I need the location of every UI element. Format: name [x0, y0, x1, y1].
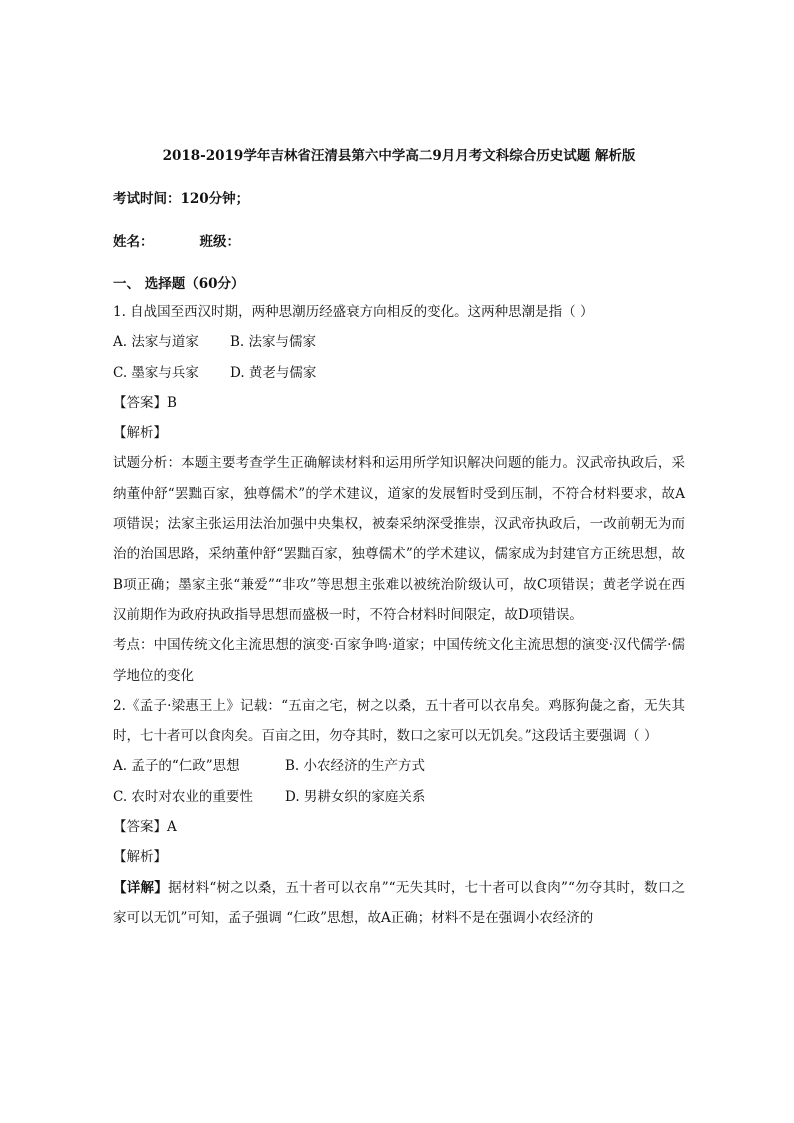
option-d: D. 男耕女织的家庭关系 — [285, 788, 426, 805]
options-row — [113, 327, 685, 357]
answer: 【答案】B — [113, 394, 177, 411]
option-c: C. 农时对农业的重要性 — [113, 788, 253, 805]
option-b: B. 小农经济的生产方式 — [285, 758, 426, 775]
analysis-label: 【解析】 — [113, 425, 167, 442]
options-row — [113, 358, 685, 388]
option-a: A. 法家与道家 — [113, 334, 199, 351]
option-a: A. 孟子的“仁政”思想 — [113, 758, 240, 775]
question-stem: 2.《孟子·梁惠王上》记载：“五亩之宅，树之以桑，五十者可以衣帛矣。鸡豚狗彘之畜，无失其时，七十者可以食肉矣。百亩之田，勿夺其时，数口之家可以无饥矣。”这段话主要强调（ ） — [113, 697, 685, 745]
analysis-text: 试题分析：本题主要考查学生正确解读材料和运用所学知识解决问题的能力。汉武帝执政后，采纳董仲舒“罢黜百家，独尊儒术”的学术建议，道家的发展暂时受到压制，不符合材料要求，故A项错误；法家主张运用法治加强中央集权，被秦采纳深受推崇，汉武帝执政后，一改前朝无为而治的治国思路，采纳董仲舒“罢黜百家，独尊儒术”的学术建议，儒家成为封建官方正统思想，故B项正确；墨家主张“兼爱”“非攻”等思想主张难以被统治阶级认可，故C项错误；黄老学说在西汉前期作为政府执政指导思想而盛极一时，不符合材料时间限定，故D项错误。 — [113, 455, 685, 623]
detail-paragraph — [113, 873, 685, 934]
detail-label: 【详解】 — [113, 879, 169, 896]
answer: 【答案】A — [113, 819, 177, 836]
name-label: 姓名： — [113, 234, 154, 250]
detail-text: 据材料“树之以桑，五十者可以衣帛”“无失其时，七十者可以食肉”“勿夺其时，数口之家可以无饥”可知，孟子强调 “仁政”思想，故A正确；材料不是在强调小农经济的 — [113, 879, 685, 926]
section-title: 一、 选择题（60分） — [113, 276, 245, 292]
analysis-label: 【解析】 — [113, 849, 167, 866]
question-1 — [113, 297, 685, 691]
exam-time: 考试时间：120分钟； — [113, 191, 250, 207]
kaodian-text: 考点：中国传统文化主流思想的演变·百家争鸣·道家；中国传统文化主流思想的演变·汉代儒学·儒学地位的变化 — [113, 637, 685, 684]
page-content — [113, 146, 685, 933]
options-row — [113, 751, 685, 781]
document-title: 2018-2019学年吉林省汪清县第六中学高二9月月考文科综合历史试题 解析版 — [162, 148, 636, 164]
question-stem: 1. 自战国至西汉时期，两种思潮历经盛衰方向相反的变化。这两种思潮是指（ ） — [113, 304, 594, 320]
name-class-line — [113, 232, 685, 252]
class-label: 班级： — [199, 234, 240, 250]
question-2 — [113, 691, 685, 933]
option-d: D. 黄老与儒家 — [230, 364, 317, 381]
option-b: B. 法家与儒家 — [230, 334, 317, 351]
option-c: C. 墨家与兵家 — [113, 364, 199, 381]
options-row — [113, 782, 685, 812]
